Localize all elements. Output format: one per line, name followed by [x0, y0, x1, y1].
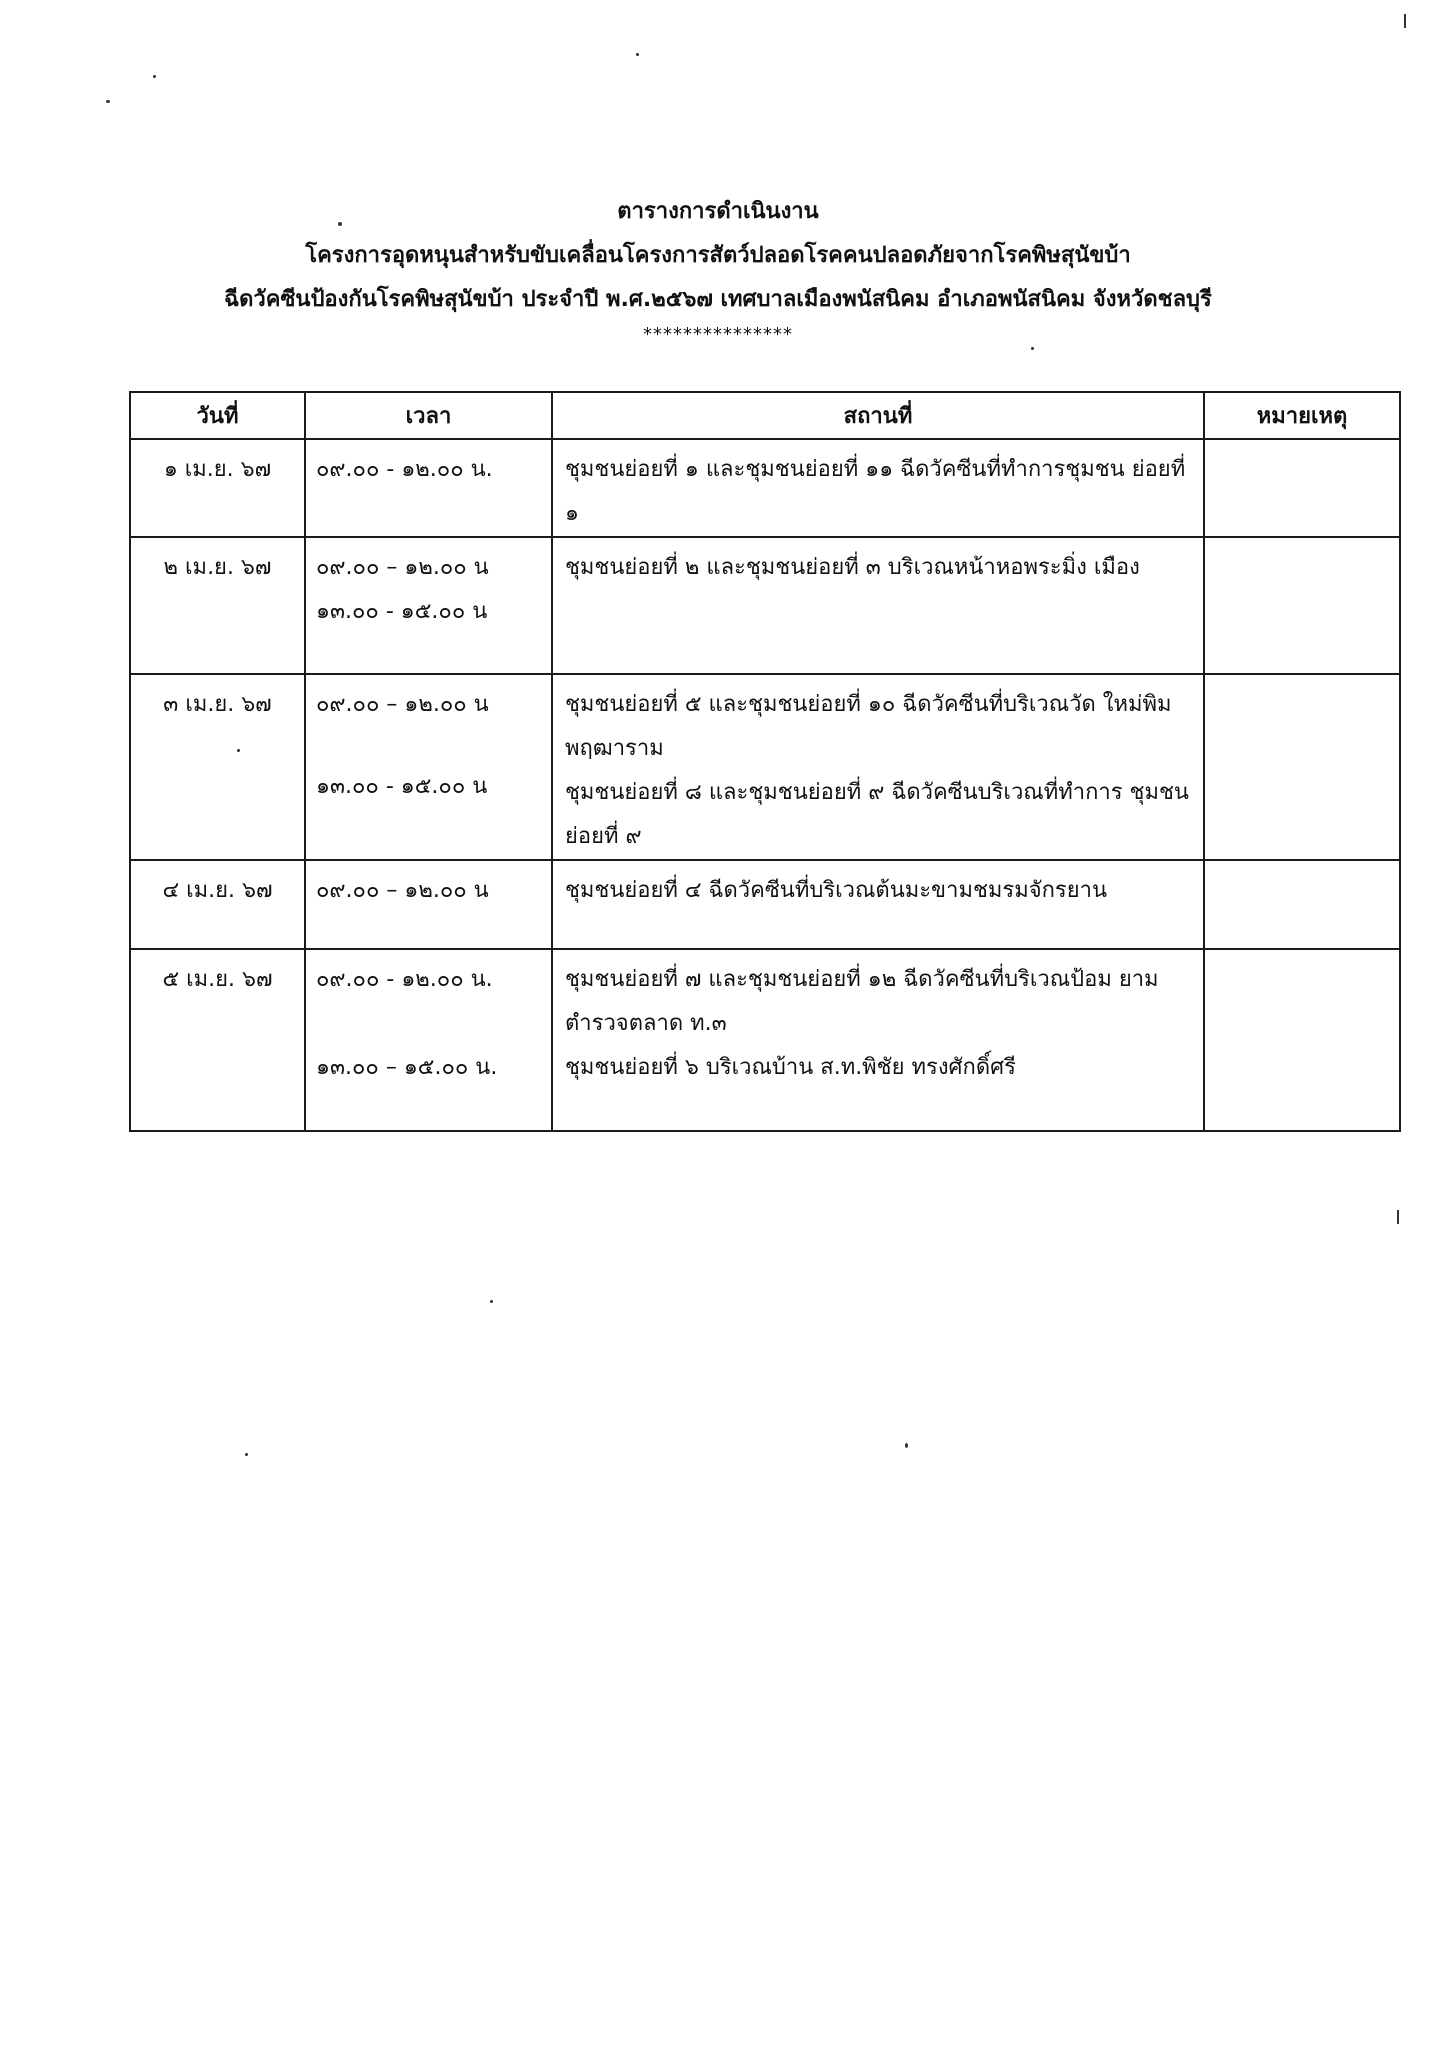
- place-text: ชุมชนย่อยที่ ๑ และชุมชนย่อยที่ ๑๑ ฉีดวัคซีนที่ทำการชุมชน ย่อยที่ ๑: [565, 457, 1186, 526]
- scan-speck: [490, 1300, 493, 1303]
- date-cell: ๒ เม.ย. ๖๗: [130, 537, 305, 674]
- time-range: ๑๓.๐๐ - ๑๕.๐๐ น: [316, 774, 488, 799]
- time-range: ๐๙.๐๐ - ๑๒.๐๐ น.: [316, 457, 493, 482]
- column-header-place: สถานที่: [552, 392, 1204, 439]
- scan-speck: [245, 1453, 248, 1456]
- place-text: ชุมชนย่อยที่ ๔ ฉีดวัคซีนที่บริเวณต้นมะขามชมรมจักรยาน: [565, 878, 1108, 903]
- place-cell: [552, 537, 1204, 674]
- date-cell: ๕ เม.ย. ๖๗: [130, 949, 305, 1131]
- time-range: ๑๓.๐๐ – ๑๕.๐๐ น.: [316, 1055, 498, 1080]
- place-cell: [552, 674, 1204, 860]
- time-range: ๑๓.๐๐ - ๑๕.๐๐ น: [316, 599, 488, 624]
- date-cell: ๔ เม.ย. ๖๗: [130, 860, 305, 949]
- time-cell: [305, 860, 552, 949]
- date-cell: ๓ เม.ย. ๖๗: [130, 674, 305, 860]
- place-text: ชุมชนย่อยที่ ๒ และชุมชนย่อยที่ ๓ บริเวณหน้าหอพระมิ่ง เมือง: [565, 555, 1140, 580]
- place-cell: [552, 949, 1204, 1131]
- table-header-row: [130, 392, 1400, 439]
- table-row: [130, 439, 1400, 537]
- place-text: ชุมชนย่อยที่ ๕ และชุมชนย่อยที่ ๑๐ ฉีดวัคซีนที่บริเวณวัด ใหม่พิมพฤฒาราม: [565, 692, 1172, 761]
- time-cell: [305, 439, 552, 537]
- spacer: [316, 1002, 551, 1046]
- note-cell: [1204, 439, 1400, 537]
- time-cell: [305, 949, 552, 1131]
- scan-speck: [106, 100, 110, 103]
- column-header-date: วันที่: [130, 392, 305, 439]
- time-range: ๐๙.๐๐ – ๑๒.๐๐ น: [316, 692, 489, 717]
- table-row: [130, 949, 1400, 1131]
- table-row: [130, 860, 1400, 949]
- document-header: [0, 190, 1436, 346]
- place-text: ชุมชนย่อยที่ ๗ และชุมชนย่อยที่ ๑๒ ฉีดวัคซีนที่บริเวณป้อม ยามตำรวจตลาด ท.๓: [565, 967, 1159, 1036]
- note-cell: [1204, 949, 1400, 1131]
- time-range: ๐๙.๐๐ - ๑๒.๐๐ น.: [316, 967, 493, 992]
- scan-speck: [636, 53, 639, 56]
- scan-speck: [1404, 14, 1406, 28]
- note-cell: [1204, 860, 1400, 949]
- spacer: [316, 727, 551, 765]
- column-header-time: เวลา: [305, 392, 552, 439]
- place-text: ชุมชนย่อยที่ ๘ และชุมชนย่อยที่ ๙ ฉีดวัคซีนบริเวณที่ทำการ ชุมชนย่อยที่ ๙: [565, 780, 1189, 849]
- time-cell: [305, 674, 552, 860]
- date-cell: ๑ เม.ย. ๖๗: [130, 439, 305, 537]
- project-details: ฉีดวัคซีนป้องกันโรคพิษสุนัขบ้า ประจำปี พ.ศ.๒๕๖๗ เทศบาลเมืองพนัสนิคม อำเภอพนัสนิคม จังหวัดชลบุรี: [224, 287, 1212, 312]
- scan-speck: [1397, 1210, 1399, 1224]
- schedule-table: [129, 391, 1401, 1132]
- scan-speck: [905, 1443, 908, 1448]
- column-header-note: หมายเหตุ: [1204, 392, 1400, 439]
- note-cell: [1204, 537, 1400, 674]
- place-cell: [552, 860, 1204, 949]
- scan-speck: [153, 75, 156, 78]
- separator-stars: ***************: [643, 324, 793, 345]
- table-row: [130, 674, 1400, 860]
- document-title: ตารางการดำเนินงาน: [617, 199, 819, 224]
- time-range: ๐๙.๐๐ – ๑๒.๐๐ น: [316, 555, 489, 580]
- note-cell: [1204, 674, 1400, 860]
- scan-speck: [1031, 347, 1034, 350]
- table-row: [130, 537, 1400, 674]
- time-cell: [305, 537, 552, 674]
- place-cell: [552, 439, 1204, 537]
- time-range: ๐๙.๐๐ – ๑๒.๐๐ น: [316, 878, 489, 903]
- place-text: ชุมชนย่อยที่ ๖ บริเวณบ้าน ส.ท.พิชัย ทรงศักดิ์ศรี: [565, 1055, 1016, 1080]
- project-name: โครงการอุดหนุนสำหรับขับเคลื่อนโครงการสัตว์ปลอดโรคคนปลอดภัยจากโรคพิษสุนัขบ้า: [305, 243, 1131, 268]
